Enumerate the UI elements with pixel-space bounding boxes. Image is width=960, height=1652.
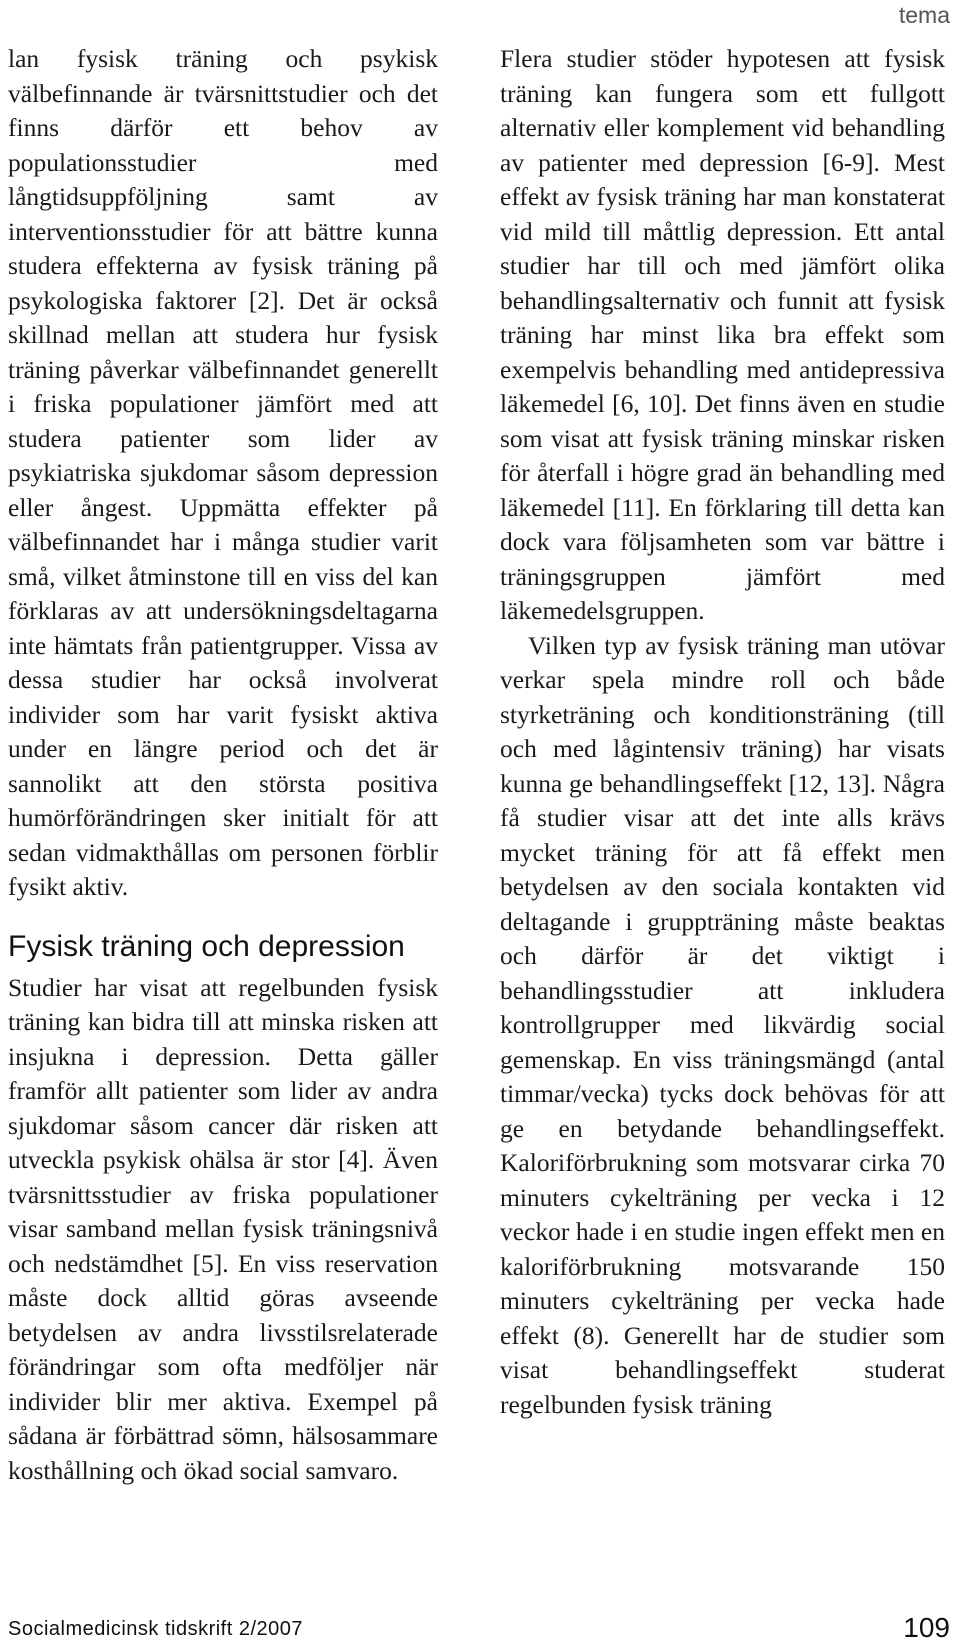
body-paragraph: Vilken typ av fysisk träning man utövar verkar spela mindre roll och både styrketräning och konditionsträning (till och med lågintensiv träning) har visats kunna ge behandlingseffekt [12, 13]. Några få studier visar att det inte alls krävs mycket träning för att få effekt men betydelsen av den sociala kontakten vid deltagande i gruppträning måste beaktas och därför är det viktigt i behandlingsstudier att inkludera kontrollgrupper med likvärdig social gemenskap. En viss träningsmängd (antal timmar/vecka) tycks dock behövas för att ge en betydande behandlingseffekt. Kaloriförbrukning som motsvarar cirka 70 minuters cykelträning per vecka i 12 veckor hade i en studie ingen effekt men en kaloriförbrukning motsvarande 150 minuters cykelträning per vecka hade effekt (8). Generellt har de studier som visat behandlingseffekt studerat regelbunden fysisk träning [500,630,945,1419]
left-column [8,42,438,1488]
body-paragraph: lan fysisk träning och psykisk välbefinnande är tvärsnittstudier och det finns därför ett behov av populationsstudier med långtidsuppföljning samt av interventionsstudier för att bättre kunna studera effekterna av fysisk träning på psykologiska faktorer [2]. Det är också skillnad mellan att studera hur fysisk träning påverkar välbefinnandet generellt i friska populationer jämfört med att studera patienter som lider av psykiatriska sjukdomar såsom depression eller ångest. Uppmätta effekter på välbefinnandet har i många studier varit små, vilket åtminstone till en viss del kan förklaras av att undersökningsdeltagarna inte hämtats från patientgrupper. Vissa av dessa studier har också involverat individer som har varit fysiskt aktiva under en längre period och det är sannolikt att den största positiva humörförändringen sker initialt för att sedan vidmakthållas om personen förblir fysikt aktiv. [8,44,438,901]
page-number: 109 [903,1612,950,1643]
journal-footer: Socialmedicinsk tidskrift 2/2007 [8,1618,304,1640]
body-paragraph: Studier har visat att regelbunden fysisk träning kan bidra till att minska risken att insjukna i depression. Detta gäller framför allt patienter som lider av andra sjukdomar såsom cancer där risken att utveckla psykisk ohälsa är stor [4]. Även tvärsnittsstudier av friska populationer visar samband mellan fysisk träningsnivå och nedstämdhet [5]. En viss reservation måste dock alltid göras avseende betydelsen av andra livsstilsrelaterade förändringar som ofta medföljer när individer blir mer aktiva. Exempel på sådana är förbättrad sömn, hälsosammare kosthållning och ökad social samvaro. [8,972,438,1485]
right-column [500,42,945,1422]
section-tag: tema [898,2,950,28]
section-heading: Fysisk träning och depression [8,929,405,963]
body-paragraph: Flera studier stöder hypotesen att fysisk träning kan fungera som ett fullgott alternativ eller komplement vid behandling av patienter med depression [6-9]. Mest effekt av fysisk träning har man konstaterat vid mild till måttlig depression. Ett antal studier har till och med jämfört olika behandlingsalternativ och funnit att fysisk träning har minst lika bra effekt som exempelvis behandling med antidepressiva läkemedel [6, 10]. Det finns även en studie som visat att fysisk träning minskar risken för återfall i högre grad än behandling med läkemedel [11]. En förklaring till detta kan dock vara följsamheten som var bättre i träningsgruppen jämfört med läkemedelsgruppen. [500,44,945,625]
